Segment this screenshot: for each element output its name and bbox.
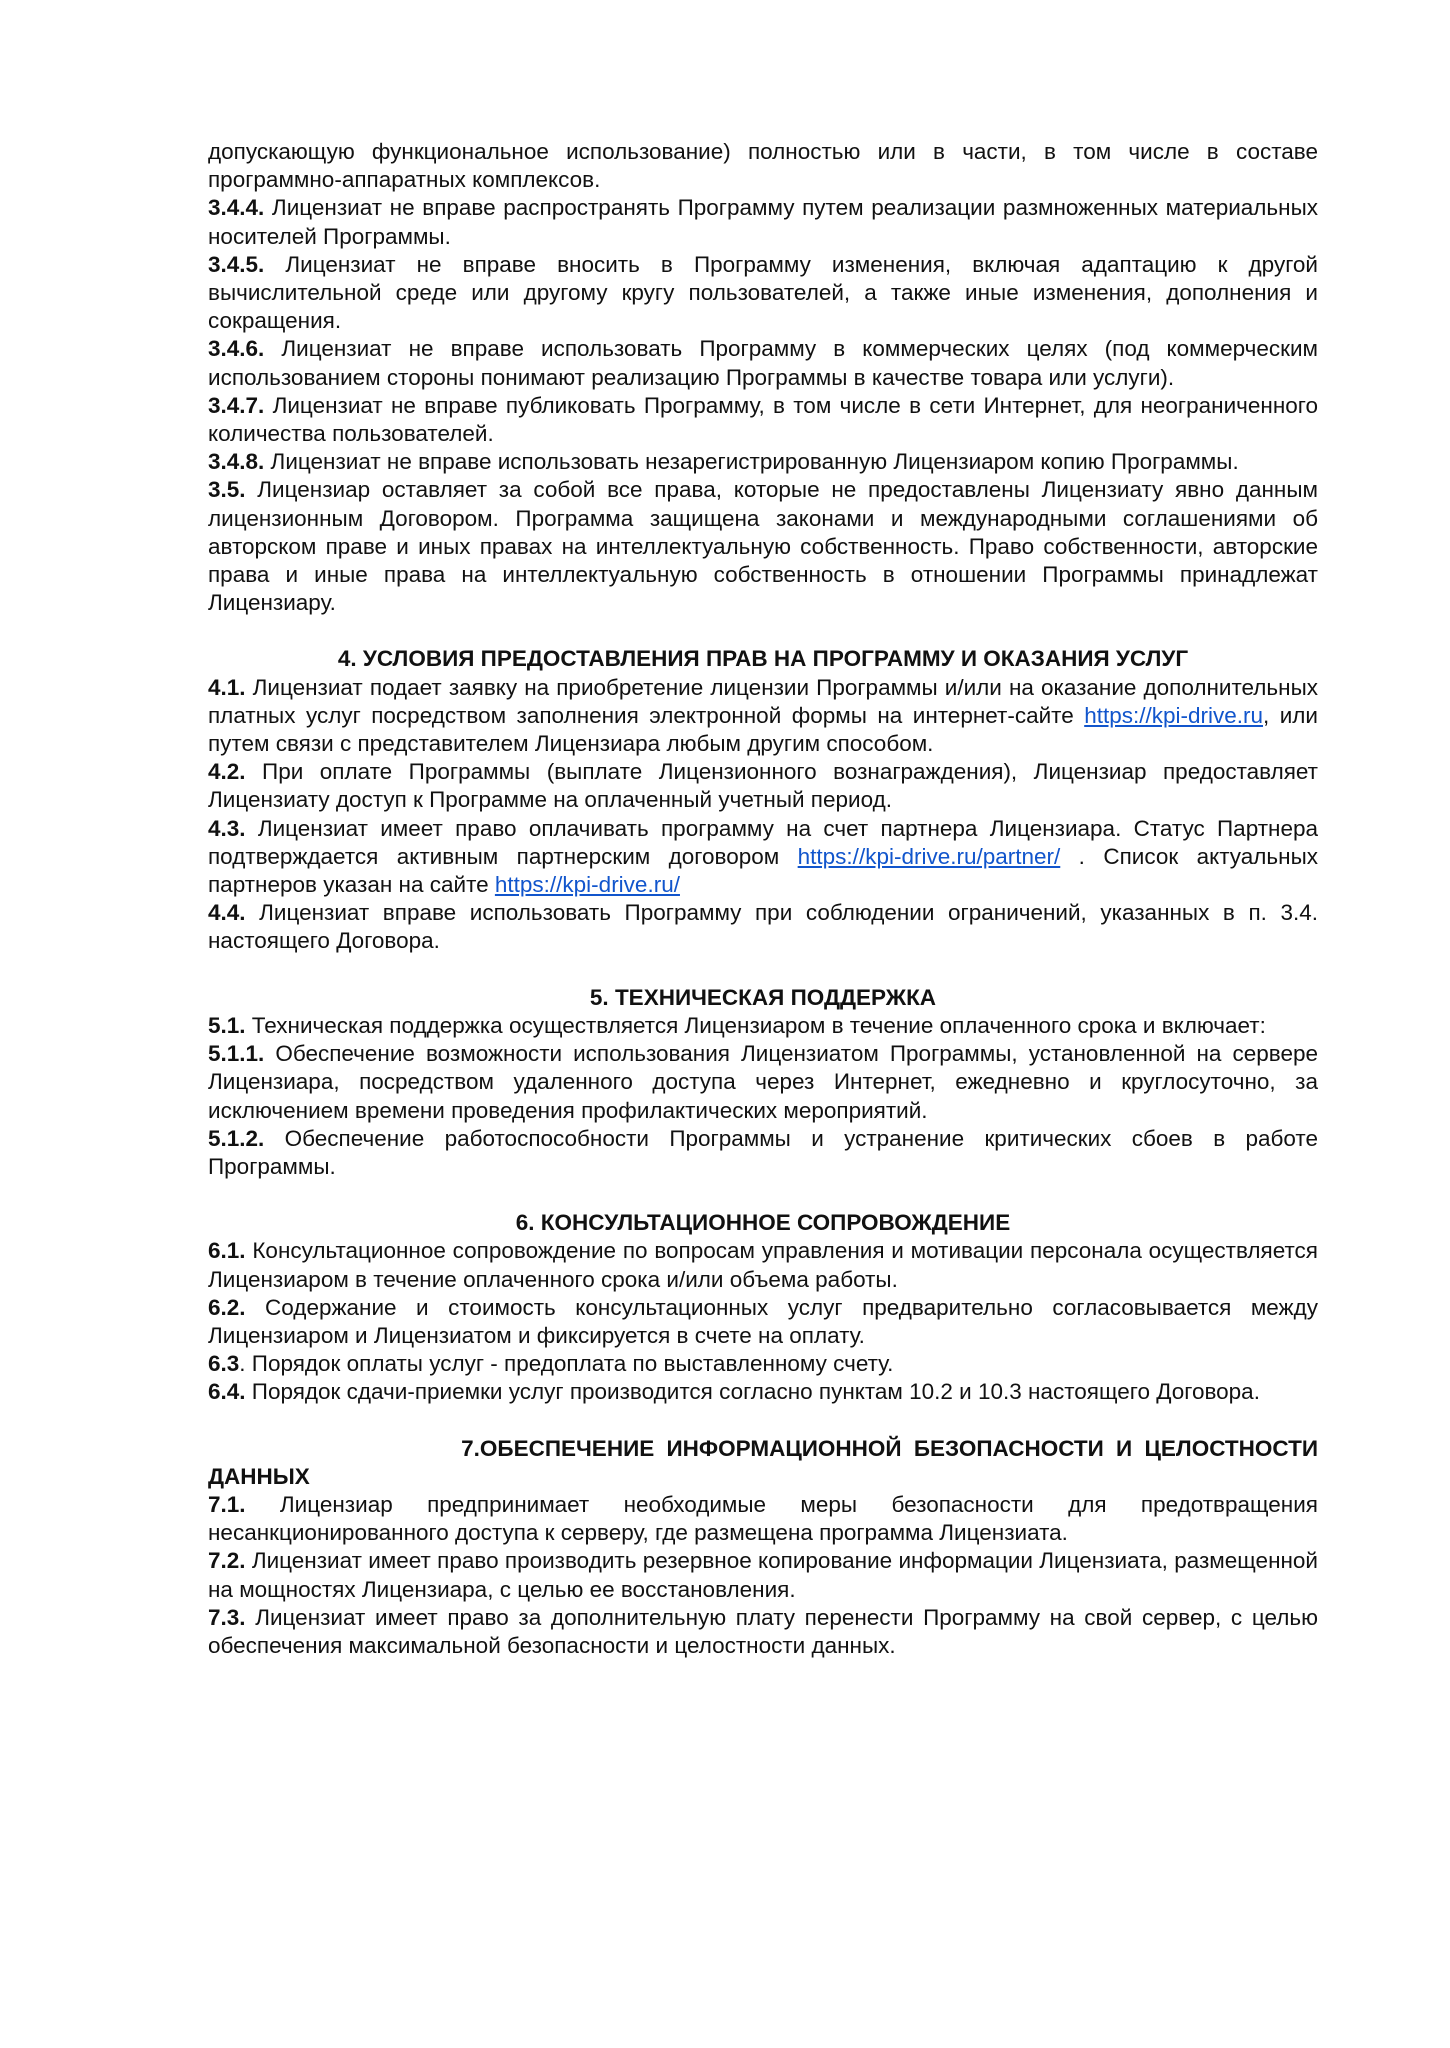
clause-3-5 <box>208 476 1318 617</box>
clause-number: 4.3. <box>208 815 246 841</box>
clause-text: Порядок сдачи-приемки услуг производится согласно пунктам 10.2 и 10.3 настоящего Договора. <box>245 1379 1260 1405</box>
clause-text: Лицензиат вправе использовать Программу при соблюдении ограничений, указанных в п. 3.4. настоящего Договора. <box>208 900 1318 954</box>
clause-text: Лицензиат не вправе вносить в Программу изменения, включая адаптацию к другой вычислительной среде или другому кругу пользователей, а также иные изменения, дополнения и сокращения. <box>208 251 1318 334</box>
kpi-drive-link[interactable]: https://kpi-drive.ru <box>1084 702 1264 728</box>
clause-5-1-2 <box>208 1125 1318 1181</box>
clause-text: , или путем связи с представителем Лицензиара любым другим способом. <box>208 702 1318 757</box>
clause-number: 3.4.8. <box>208 449 265 475</box>
clause-5-1-1 <box>208 1040 1318 1125</box>
clause-text: Консультационное сопровождение по вопросам управления и мотивации персонала осуществляется Лицензиаром в течение оплаченного срока и/или объема работы. <box>208 1238 1318 1292</box>
clause-7-2 <box>208 1547 1318 1603</box>
clause-text: Лицензиат имеет право производить резервное копирование информации Лицензиата, размещенной на мощностях Лицензиара, с целью ее восстановления. <box>208 1548 1318 1602</box>
section-7-heading-line1: 7.ОБЕСПЕЧЕНИЕ ИНФОРМАЦИОННОЙ БЕЗОПАСНОСТИ И ЦЕЛОСТНОСТИ <box>461 1435 1318 1461</box>
clause-number: 3.4.7. <box>208 392 265 418</box>
clause-number: 4.1. <box>208 674 246 700</box>
clause-number: 6.1. <box>208 1238 246 1264</box>
clause-text: Лицензиат не вправе использовать Программу в коммерческих целях (под коммерческим использованием стороны понимают реализацию Программы в качестве товара или услуги). <box>208 336 1318 390</box>
clause-text: Лицензиат имеет право за дополнительную плату перенести Программу на свой сервер, с целью обеспечения максимальной безопасности и целостности данных. <box>208 1604 1318 1658</box>
clause-6-1 <box>208 1237 1318 1293</box>
clause-3-4-5 <box>208 251 1318 336</box>
section-7-heading <box>208 1435 1318 1491</box>
clause-text: . Список актуальных партнеров указан на сайте <box>208 843 1318 898</box>
clause-number: 3.4.5. <box>208 251 265 277</box>
clause-text: Техническая поддержка осуществляется Лицензиаром в течение оплаченного срока и включает: <box>245 1012 1266 1038</box>
clause-3-4-6 <box>208 335 1318 391</box>
clause-number: 6.3 <box>208 1351 240 1377</box>
clause-text: При оплате Программы (выплате Лицензионного вознаграждения), Лицензиар предоставляет Лицензиату доступ к Программе на оплаченный учетный период. <box>208 759 1318 813</box>
clause-6-2 <box>208 1294 1318 1350</box>
clause-text: Содержание и стоимость консультационных услуг предварительно согласовывается между Лицензиаром и Лицензиатом и фиксируется в счете на оплату. <box>208 1294 1318 1348</box>
clause-4-4 <box>208 899 1318 955</box>
clause-text: Лицензиат не вправе публиковать Программу, в том числе в сети Интернет, для неограниченного количества пользователей. <box>208 392 1318 447</box>
clause-text: Лицензиат не вправе использовать незарегистрированную Лицензиаром копию Программы. <box>264 449 1239 475</box>
clause-number: 7.1. <box>208 1491 246 1517</box>
clause-4-1 <box>208 674 1318 759</box>
clause-7-1 <box>208 1491 1318 1547</box>
clause-text: Лицензиар предпринимает необходимые меры безопасности для предотвращения несанкционированного доступа к серверу, где размещена программа Лицензиата. <box>208 1491 1318 1546</box>
clause-text: . Порядок оплаты услуг - предоплата по выставленному счету. <box>239 1351 894 1377</box>
clause-text: Обеспечение возможности использования Лицензиатом Программы, установленной на сервере Лицензиара, посредством удаленного доступа через Интернет, ежедневно и круглосуточно, за исключением времени проведения профилактических мероприятий. <box>208 1041 1318 1123</box>
clause-number: 5.1.2. <box>208 1125 265 1151</box>
section-6-heading: 6. КОНСУЛЬТАЦИОННОЕ СОПРОВОЖДЕНИЕ <box>515 1210 1011 1236</box>
section-4-heading: 4. УСЛОВИЯ ПРЕДОСТАВЛЕНИЯ ПРАВ НА ПРОГРАММУ И ОКАЗАНИЯ УСЛУГ <box>337 646 1189 672</box>
clause-text: Лицензиар оставляет за собой все права, которые не предоставлены Лицензиату явно данным лицензионным Договором. Программа защищена законами и международными соглашениями об авторском праве и иных правах на интеллектуальную собственность. Право собственности, авторские права и иные права на интеллектуальную собственность в отношении Программы принадлежат Лицензиару. <box>208 477 1318 616</box>
clause-text: Обеспечение работоспособности Программы и устранение критических сбоев в работе Программы. <box>208 1125 1318 1179</box>
clause-5-1 <box>208 1012 1318 1040</box>
clause-number: 6.4. <box>208 1379 246 1405</box>
clause-text: Лицензиат подает заявку на приобретение лицензии Программы и/или на оказание дополнительных платных услуг посредством заполнения электронной формы на интернет-сайте <box>208 674 1318 728</box>
clause-number: 5.1. <box>208 1012 246 1038</box>
clause-number: 6.2. <box>208 1294 246 1320</box>
clause-7-3 <box>208 1604 1318 1660</box>
clause-number: 4.2. <box>208 759 246 785</box>
kpi-drive-site-link[interactable]: https://kpi-drive.ru/ <box>494 872 680 898</box>
clause-number: 7.2. <box>208 1548 246 1574</box>
clause-number: 3.4.4. <box>208 195 265 221</box>
section-5-heading: 5. ТЕХНИЧЕСКАЯ ПОДДЕРЖКА <box>589 984 937 1010</box>
document-page <box>208 138 1318 1660</box>
clause-text: Лицензиат имеет право оплачивать программу на счет партнера Лицензиара. Статус Партнера подтверждается активным партнерским договором <box>208 815 1318 869</box>
clause-number: 3.4.6. <box>208 336 265 362</box>
clause-4-3 <box>208 815 1318 900</box>
partner-link[interactable]: https://kpi-drive.ru/partner/ <box>797 843 1061 869</box>
clause-number: 3.5. <box>208 477 246 503</box>
clause-number: 7.3. <box>208 1604 246 1630</box>
paragraph-continuation <box>208 138 1318 194</box>
clause-6-3 <box>208 1350 1318 1378</box>
section-7-heading-line2: ДАННЫХ <box>208 1463 310 1489</box>
clause-6-4 <box>208 1378 1318 1406</box>
paragraph-text: допускающую функциональное использование) полностью или в части, в том числе в составе программно-аппаратных комплексов. <box>208 139 1318 193</box>
clause-3-4-8 <box>208 448 1318 476</box>
clause-3-4-4 <box>208 194 1318 250</box>
clause-number: 5.1.1. <box>208 1041 265 1067</box>
clause-3-4-7 <box>208 392 1318 448</box>
clause-text: Лицензиат не вправе распространять Программу путем реализации размноженных материальных носителей Программы. <box>208 195 1318 249</box>
clause-4-2 <box>208 758 1318 814</box>
clause-number: 4.4. <box>208 900 246 926</box>
